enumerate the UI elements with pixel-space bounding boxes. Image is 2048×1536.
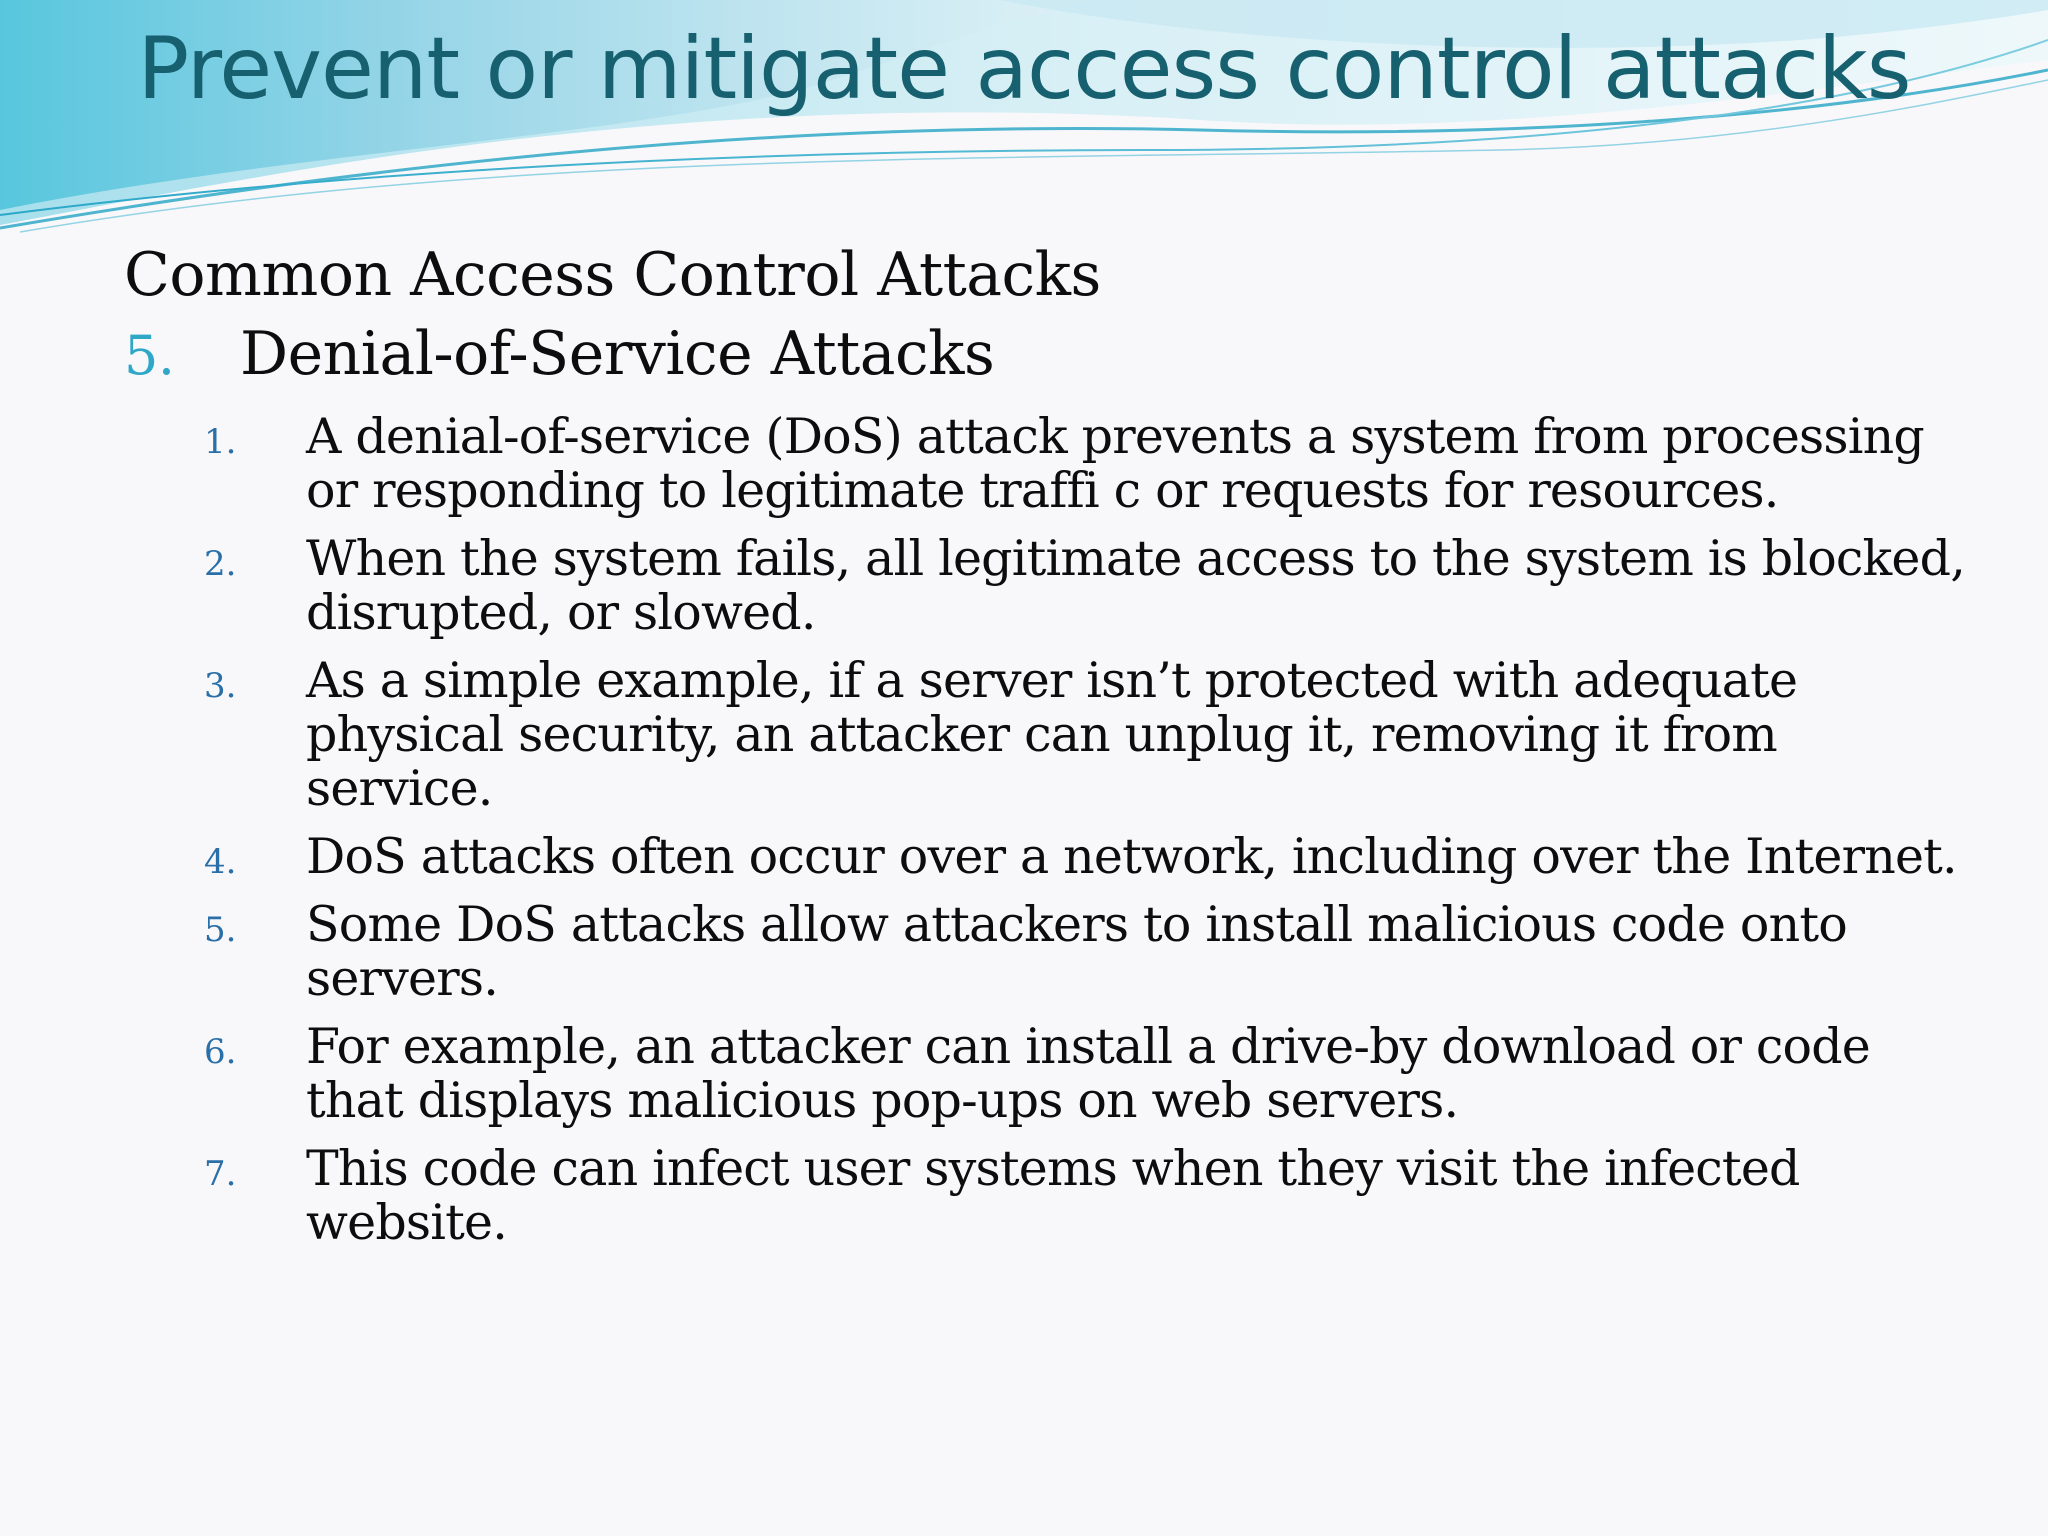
- section-number: 5.: [124, 324, 175, 387]
- list-item: [124, 830, 1984, 884]
- list-item-number: 6.: [204, 1032, 237, 1072]
- list-item: [124, 1020, 1984, 1128]
- section-label: Denial-of-Service Attacks: [240, 319, 995, 389]
- list-item-number: 1.: [204, 422, 237, 462]
- dos-points-list: [124, 410, 1984, 1250]
- list-item-text: As a simple example, if a server isn’t protected with adequate physical security, an attacker can unplug it, removing it from service.: [306, 652, 1798, 817]
- list-item-number: 7.: [204, 1154, 237, 1194]
- section-item-dos: [124, 314, 1984, 396]
- list-item-text: A denial-of-service (DoS) attack prevents a system from processing or responding to legitimate traffi c or requests for resources.: [306, 408, 1924, 519]
- list-item: [124, 654, 1984, 816]
- list-item-text: This code can infect user systems when they visit the infected website.: [306, 1140, 1800, 1251]
- list-item-number: 2.: [204, 544, 237, 584]
- slide-body: [124, 236, 1984, 1250]
- list-item-number: 4.: [204, 842, 237, 882]
- list-item-number: 5.: [204, 910, 237, 950]
- list-item-text: DoS attacks often occur over a network, including over the Internet.: [306, 828, 1957, 885]
- slide-title: Prevent or mitigate access control attacks: [137, 19, 1911, 119]
- list-item-text: Some DoS attacks allow attackers to install malicious code onto servers.: [306, 896, 1847, 1007]
- list-item: [124, 1142, 1984, 1250]
- list-item: [124, 898, 1984, 1006]
- list-item-text: For example, an attacker can install a drive-by download or code that displays malicious pop-ups on web servers.: [306, 1018, 1871, 1129]
- list-item: [124, 410, 1984, 518]
- list-item-number: 3.: [204, 666, 237, 706]
- list-item-text: When the system fails, all legitimate access to the system is blocked, disrupted, or slowed.: [306, 530, 1965, 641]
- list-item: [124, 532, 1984, 640]
- section-heading: Common Access Control Attacks: [124, 240, 1101, 310]
